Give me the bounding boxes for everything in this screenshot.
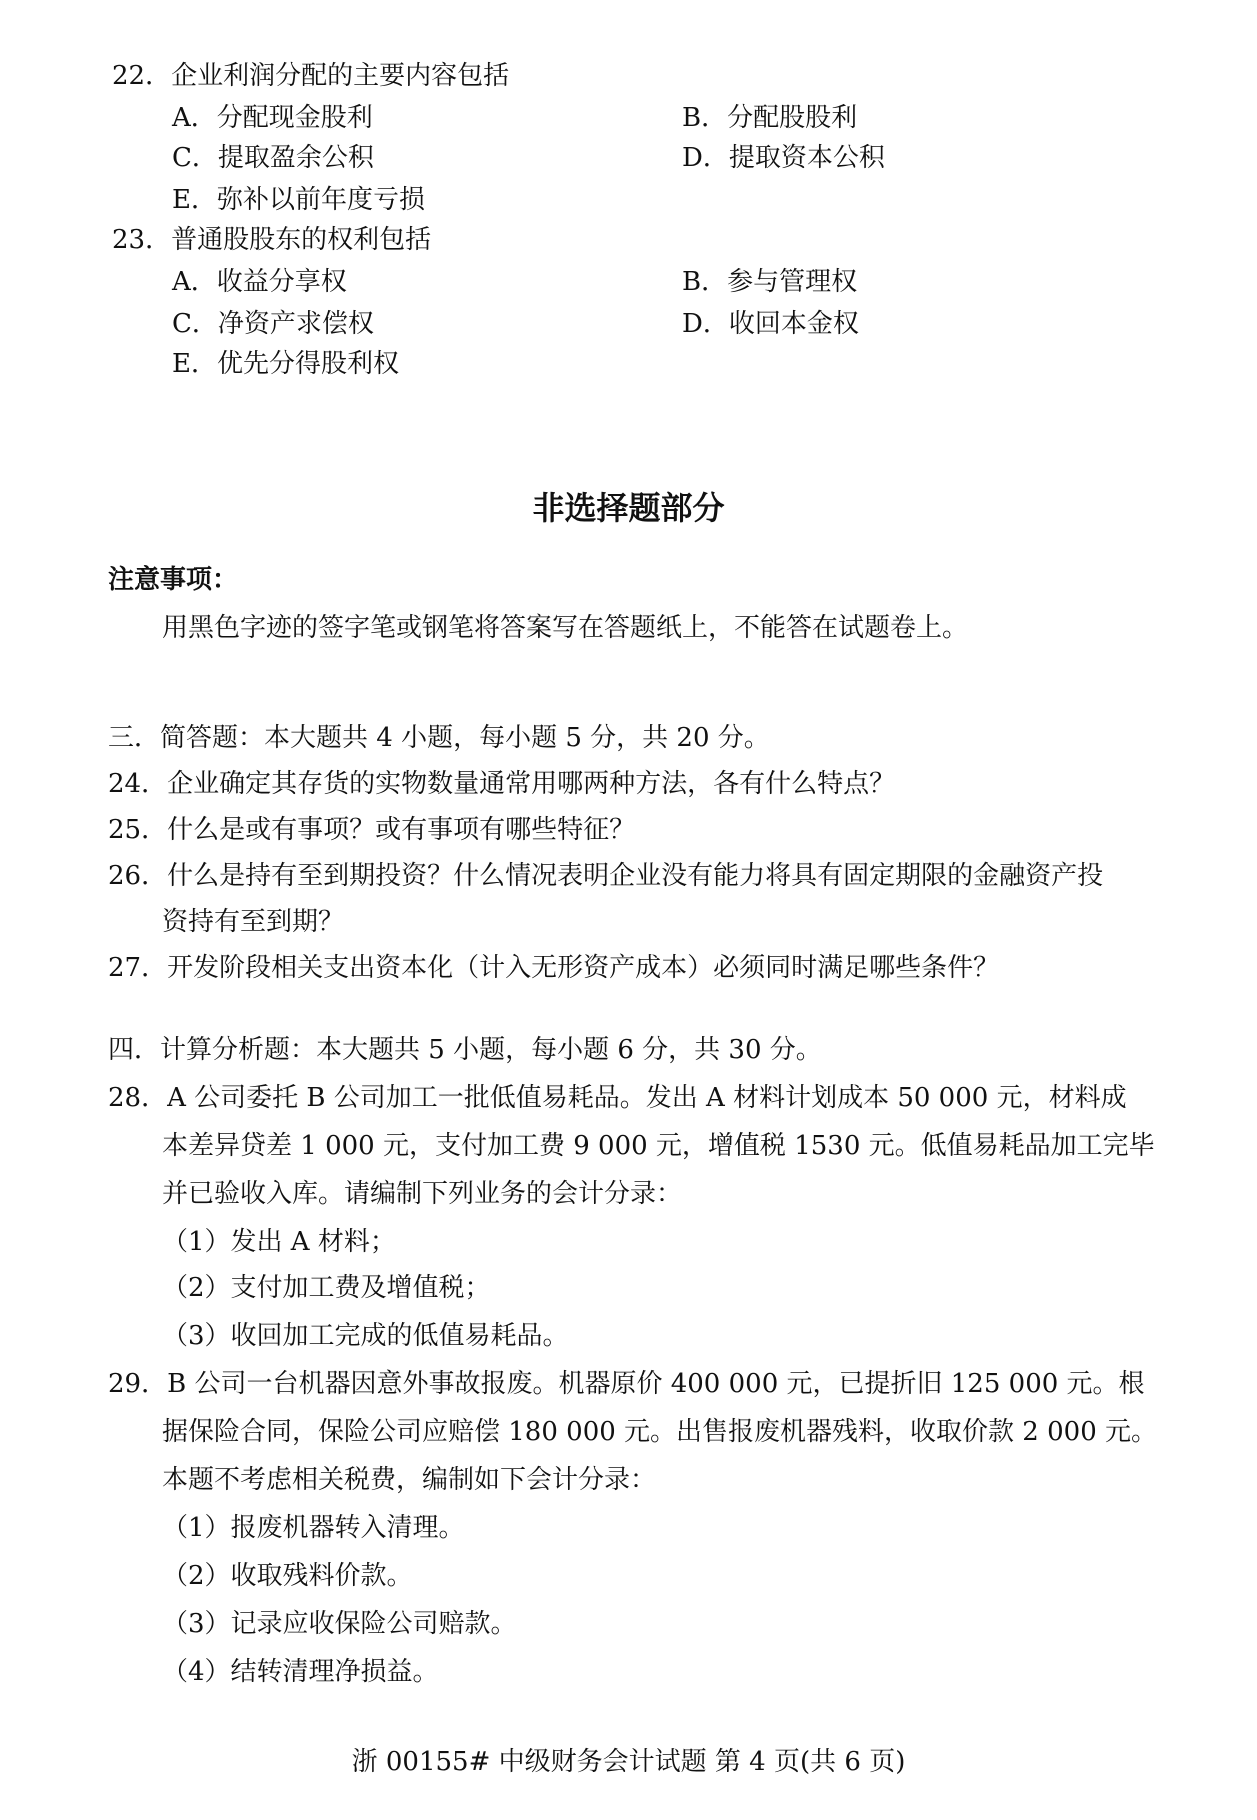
section-heading: 非选择题部分 (532, 489, 725, 527)
notice-text: 用黑色字迹的签字笔或钢笔将答案写在答题纸上，不能答在试题卷上。 (162, 613, 969, 643)
q26-line2: 资持有至到期？ (162, 907, 345, 937)
page-footer: 浙 00155# 中级财务会计试题 第 4 页(共 6 页) (351, 1747, 906, 1777)
q29-sub1: （1）报废机器转入清理。 (162, 1513, 465, 1543)
q22-option-e: E．弥补以前年度亏损 (172, 185, 425, 215)
q29-line3: 本题不考虑相关税费，编制如下会计分录： (162, 1465, 657, 1495)
q29-line1: 29．B 公司一台机器因意外事故报废。机器原价 400 000 元，已提折旧 125 000 元。根 (108, 1369, 1145, 1399)
q22-stem: 22．企业利润分配的主要内容包括 (112, 61, 510, 91)
part3-header: 三．简答题：本大题共 4 小题，每小题 5 分，共 20 分。 (108, 723, 770, 753)
q28-line3: 并已验收入库。请编制下列业务的会计分录： (162, 1179, 683, 1209)
q29-line2: 据保险合同，保险公司应赔偿 180 000 元。出售报废机器残料，收取价款 2 000 元。 (162, 1417, 1158, 1447)
q23-option-c: C．净资产求偿权 (172, 309, 374, 339)
q28-sub1: （1）发出 A 材料； (162, 1227, 396, 1257)
q26-line1: 26．什么是持有至到期投资？什么情况表明企业没有能力将具有固定期限的金融资产投 (108, 861, 1104, 891)
q23-option-e: E．优先分得股利权 (172, 349, 399, 379)
q22-option-b: B．分配股股利 (682, 103, 858, 133)
part4-header: 四．计算分析题：本大题共 5 小题，每小题 6 分，共 30 分。 (108, 1035, 822, 1065)
q23-option-a: A．收益分享权 (172, 267, 347, 297)
q23-option-d: D．收回本金权 (682, 309, 859, 339)
q23-stem: 23．普通股股东的权利包括 (112, 225, 432, 255)
q29-sub4: （4）结转清理净损益。 (162, 1657, 439, 1687)
q28-sub2: （2）支付加工费及增值税； (162, 1273, 491, 1303)
q28-sub3: （3）收回加工完成的低值易耗品。 (162, 1321, 569, 1351)
q22-option-c: C．提取盈余公积 (172, 143, 374, 173)
notice-title: 注意事项： (108, 565, 239, 595)
q23-option-b: B．参与管理权 (682, 267, 858, 297)
q28-line1: 28．A 公司委托 B 公司加工一批低值易耗品。发出 A 材料计划成本 50 000 元，材料成 (108, 1083, 1127, 1113)
q22-option-a: A．分配现金股利 (172, 103, 373, 133)
q27: 27．开发阶段相关支出资本化（计入无形资产成本）必须同时满足哪些条件？ (108, 953, 1000, 983)
q25: 25．什么是或有事项？或有事项有哪些特征？ (108, 815, 636, 845)
q29-sub3: （3）记录应收保险公司赔款。 (162, 1609, 517, 1639)
q22-option-d: D．提取资本公积 (682, 143, 885, 173)
q24: 24．企业确定其存货的实物数量通常用哪两种方法，各有什么特点？ (108, 769, 896, 799)
q29-sub2: （2）收取残料价款。 (162, 1561, 413, 1591)
q28-line2: 本差异贷差 1 000 元，支付加工费 9 000 元，增值税 1530 元。低值易耗品加工完毕 (162, 1131, 1155, 1161)
